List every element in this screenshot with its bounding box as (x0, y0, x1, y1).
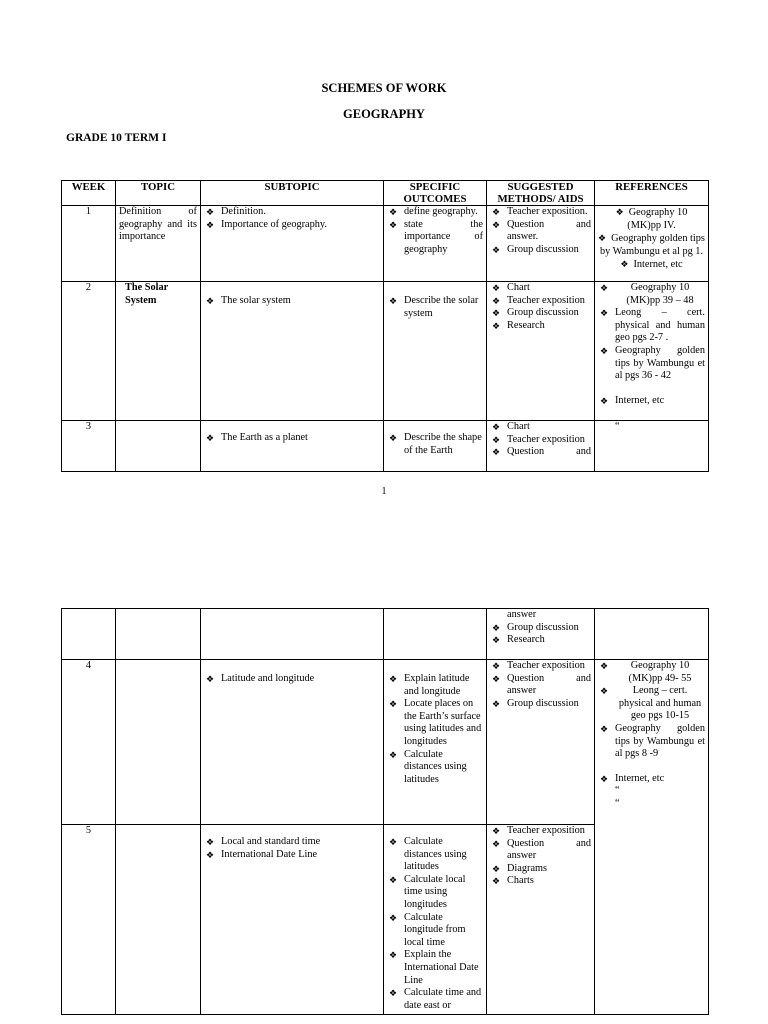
outcomes-cell (384, 609, 487, 660)
methods-cell (487, 825, 595, 1015)
week-cell: 2 (62, 282, 116, 421)
subtopic-cell (201, 609, 384, 660)
ditto-mark: “ (615, 785, 620, 797)
list-item: ❖ Geography golden tips by Wambungu et al pgs 36 - 42 (598, 345, 705, 383)
list-item: ❖ Teacher exposition (490, 434, 591, 447)
topic-cell (116, 609, 201, 660)
table-row (62, 282, 709, 421)
header-methods: SUGGESTED METHODS/ AIDS (487, 181, 595, 206)
week-cell: 3 (62, 421, 116, 472)
subtopic-cell (201, 421, 384, 472)
list-item: ❖ Internet, etc (598, 395, 705, 408)
list-item: ❖ Leong – cert. physical and human geo pgs 2-7 . (598, 307, 705, 345)
list-item: ❖ Teacher exposition (490, 660, 591, 673)
list-item: ❖ Group discussion (490, 698, 591, 711)
list-item: ❖ define geography. (387, 206, 483, 219)
ditto-mark: “ (615, 421, 620, 432)
list-item: ❖ Geography golden tips by Wambungu et al pg 1. (598, 232, 705, 258)
list-item: ❖ The Earth as a planet (204, 432, 380, 445)
references-cell (595, 609, 709, 660)
list-item: ❖ The solar system (204, 295, 380, 308)
table-row (62, 609, 709, 660)
header-topic: TOPIC (116, 181, 201, 206)
header-outcomes: SPECIFIC OUTCOMES (384, 181, 487, 206)
outcomes-cell (384, 206, 487, 282)
list-item: ❖ Teacher exposition. (490, 206, 591, 219)
list-item: ❖ Describe the shape of the Earth (387, 432, 483, 457)
outcomes-cell (384, 825, 487, 1015)
methods-cell (487, 206, 595, 282)
methods-cell (487, 660, 595, 825)
topic-cell (116, 421, 201, 472)
outcomes-cell (384, 282, 487, 421)
list-item: ❖ Geography golden tips by Wambungu et al pgs 8 -9 (598, 723, 705, 761)
topic-cell (116, 825, 201, 1015)
grade-term-label: GRADE 10 TERM I (66, 132, 167, 144)
list-item: ❖ Definition. (204, 206, 380, 219)
list-item: ❖ Teacher exposition (490, 825, 591, 838)
methods-cell (487, 609, 595, 660)
header-references: REFERENCES (595, 181, 709, 206)
list-item: ❖ Calculate distances using latitudes (387, 836, 483, 874)
list-item: ❖ Question and answer (490, 838, 591, 863)
table-row (62, 421, 709, 472)
list-item: ❖ Chart (490, 282, 591, 295)
document-title: SCHEMES OF WORK (321, 81, 447, 95)
list-item: ❖ Explain the International Date Line (387, 949, 483, 987)
list-item: ❖ state the importance of geography (387, 219, 483, 257)
references-cell (595, 421, 709, 472)
list-item: ❖ Chart (490, 421, 591, 434)
outcomes-cell (384, 421, 487, 472)
week-cell: 4 (62, 660, 116, 825)
subtopic-cell (201, 206, 384, 282)
subject-title: GEOGRAPHY (343, 107, 425, 121)
list-item: ❖ Local and standard time (204, 836, 380, 849)
list-item: ❖ Internet, etc (598, 773, 705, 786)
list-item: ❖ Describe the solar system (387, 295, 483, 320)
list-item: ❖ Question and answer. (490, 219, 591, 244)
list-item: ❖ Group discussion (490, 622, 591, 635)
list-item: ❖ Charts (490, 875, 591, 888)
list-item: ❖ Calculate longitude from local time (387, 912, 483, 950)
header-week: WEEK (62, 181, 116, 206)
continued-text: answer (507, 609, 537, 620)
list-item: ❖ Leong – cert. physical and human geo pgs 10-15 (598, 685, 705, 723)
subtopic-cell (201, 825, 384, 1015)
list-item: ❖ Latitude and longitude (204, 673, 380, 686)
list-item: ❖ Research (490, 634, 591, 647)
list-item: ❖ Internet, etc (598, 258, 705, 272)
list-item: ❖ Geography 10 (MK)pp 49- 55 (598, 660, 705, 685)
references-cell (595, 206, 709, 282)
subtopic-cell (201, 660, 384, 825)
list-item: ❖ Group discussion (490, 244, 591, 257)
list-item: ❖ Question and answer (490, 673, 591, 698)
table-row (62, 206, 709, 282)
list-item: ❖ Teacher exposition (490, 295, 591, 308)
references-cell (595, 660, 709, 1015)
list-item: ❖ Question and (490, 446, 591, 459)
outcomes-cell (384, 660, 487, 825)
list-item: ❖ Importance of geography. (204, 219, 380, 232)
table-header-row (62, 181, 709, 206)
list-item: ❖ Group discussion (490, 307, 591, 320)
schemes-table-page-2 (61, 608, 709, 1015)
ditto-mark: “ (615, 797, 620, 809)
references-cell (595, 282, 709, 421)
list-item: ❖ Calculate time and date east or (387, 987, 483, 1012)
topic-cell: The Solar System (116, 282, 201, 421)
list-item: ❖ Calculate distances using latitudes (387, 749, 483, 787)
list-item: ❖ Research (490, 320, 591, 333)
list-item: ❖ International Date Line (204, 849, 380, 862)
week-cell: 5 (62, 825, 116, 1015)
week-cell (62, 609, 116, 660)
topic-cell: Definition of geography and its importance (116, 206, 201, 282)
page-number: 1 (381, 486, 387, 497)
list-item: ❖ Geography 10 (MK)pp 39 – 48 (598, 282, 705, 307)
subtopic-cell (201, 282, 384, 421)
topic-cell (116, 660, 201, 825)
schemes-table-page-1 (61, 180, 709, 472)
list-item: ❖ Diagrams (490, 863, 591, 876)
list-item: ❖ Geography 10 (MK)pp IV. (598, 206, 705, 232)
week-cell: 1 (62, 206, 116, 282)
list-item: ❖ Explain latitude and longitude (387, 673, 483, 698)
methods-cell (487, 282, 595, 421)
methods-cell (487, 421, 595, 472)
list-item: ❖ Locate places on the Earth’s surface using latitudes and longitudes (387, 698, 483, 748)
list-item: ❖ Calculate local time using longitudes (387, 874, 483, 912)
table-row (62, 660, 709, 825)
header-subtopic: SUBTOPIC (201, 181, 384, 206)
